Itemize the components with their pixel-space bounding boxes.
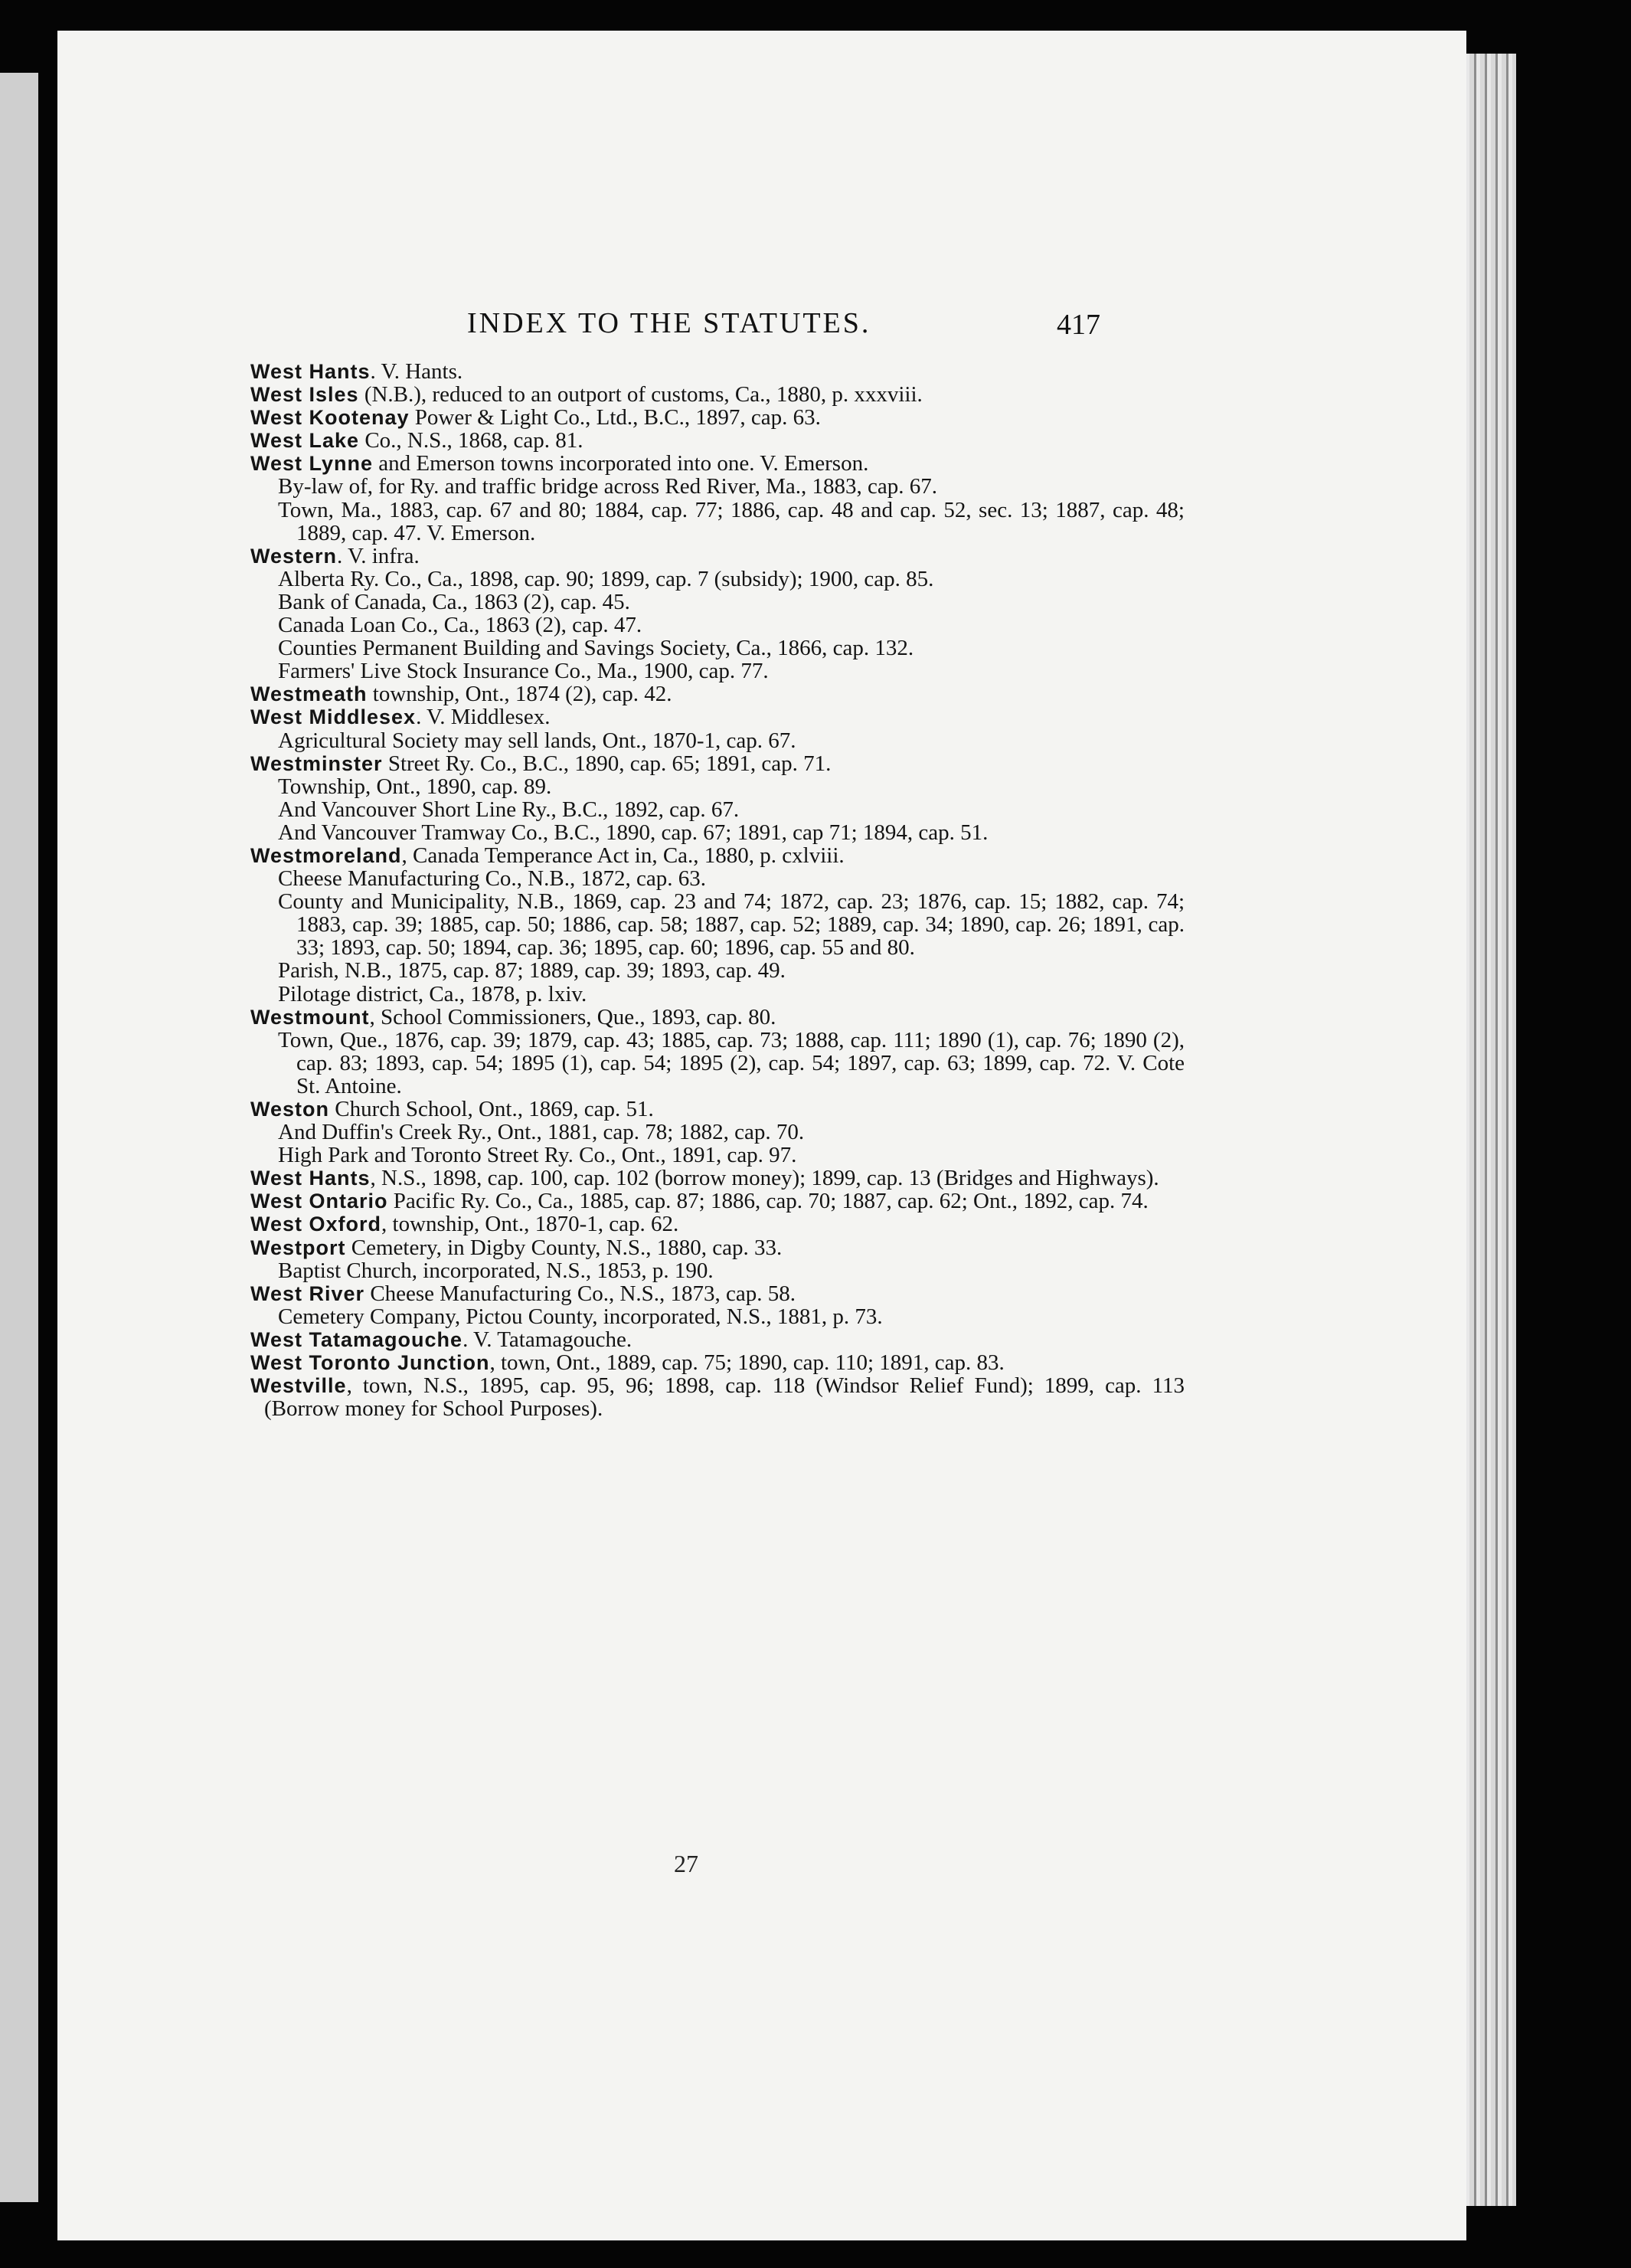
entry-text: , township, Ont., 1870-1, cap. 62. bbox=[381, 1212, 679, 1237]
entry-text: And Vancouver Tramway Co., B.C., 1890, cap. 67; 1891, cap 71; 1894, cap. 51. bbox=[278, 820, 989, 845]
index-subentry bbox=[250, 614, 1185, 637]
entry-text: Town, Que., 1876, cap. 39; 1879, cap. 43; 1885, cap. 73; 1888, cap. 111; 1890 (1), cap. 76; 1890 (2), cap. 83; 1893, cap. 54; 1895 (1), cap. 54; 1895 (2), cap. 54; 1897, cap. 63; 1899, cap. 72. V. Cote St. Antoine. bbox=[278, 1027, 1185, 1098]
entry-heading: Westmount bbox=[250, 1005, 370, 1029]
index-subentry bbox=[250, 475, 1185, 498]
entry-text: , Canada Temperance Act in, Ca., 1880, p. cxlviii. bbox=[401, 843, 845, 868]
entry-text: County and Municipality, N.B., 1869, cap. 23 and 74; 1872, cap. 23; 1876, cap. 15; 1882, cap. 74; 1883, cap. 39; 1885, cap. 50; 1886, cap. 58; 1887, cap. 52; 1889, cap. 34; 1890, cap. 26; 1891, cap. 33; 1893, cap. 50; 1894, cap. 36; 1895, cap. 60; 1896, cap. 55 and 80. bbox=[278, 889, 1185, 961]
index-entry bbox=[250, 682, 1185, 705]
entry-text: Parish, N.B., 1875, cap. 87; 1889, cap. 39; 1893, cap. 49. bbox=[278, 958, 786, 983]
entry-heading: West Hants bbox=[250, 360, 371, 383]
page-stack-edge bbox=[1459, 54, 1516, 2206]
entry-text: Power & Light Co., Ltd., B.C., 1897, cap. 63. bbox=[409, 405, 821, 430]
entry-text: Town, Ma., 1883, cap. 67 and 80; 1884, cap. 77; 1886, cap. 48 and cap. 52, sec. 13; 1887, cap. 48; 1889, cap. 47. V. Emerson. bbox=[278, 497, 1185, 545]
index-subentry bbox=[250, 568, 1185, 591]
running-title: INDEX TO THE STATUTES. bbox=[467, 307, 871, 339]
index-subentry bbox=[250, 659, 1185, 682]
index-entry bbox=[250, 452, 1185, 475]
index-entry bbox=[250, 429, 1185, 452]
entry-text: Baptist Church, incorporated, N.S., 1853, p. 190. bbox=[278, 1258, 714, 1283]
index-subentry bbox=[250, 821, 1185, 844]
entry-text: Cemetery, in Digby County, N.S., 1880, cap. 33. bbox=[345, 1235, 783, 1260]
index-subentry bbox=[250, 499, 1185, 545]
index-subentry bbox=[250, 1259, 1185, 1282]
entry-text: township, Ont., 1874 (2), cap. 42. bbox=[367, 682, 672, 707]
page-header bbox=[57, 306, 1466, 345]
index-subentry bbox=[250, 959, 1185, 982]
entry-text: High Park and Toronto Street Ry. Co., Ont., 1891, cap. 97. bbox=[278, 1143, 797, 1168]
index-subentry bbox=[250, 890, 1185, 959]
index-subentry bbox=[250, 983, 1185, 1006]
entry-text: . V. Hants. bbox=[370, 359, 463, 384]
entry-text: , School Commissioners, Que., 1893, cap. 80. bbox=[369, 1004, 776, 1029]
entry-text: and Emerson towns incorporated into one. V. Emerson. bbox=[373, 451, 869, 476]
entry-text: Agricultural Society may sell lands, Ont., 1870-1, cap. 67. bbox=[278, 728, 796, 753]
entry-text: And Vancouver Short Line Ry., B.C., 1892, cap. 67. bbox=[278, 797, 740, 822]
entry-text: . V. Tatamagouche. bbox=[462, 1327, 632, 1352]
entry-heading: Weston bbox=[250, 1098, 330, 1121]
entry-text: Cheese Manufacturing Co., N.S., 1873, cap. 58. bbox=[364, 1281, 796, 1306]
index-subentry bbox=[250, 1029, 1185, 1098]
entry-heading: West Tatamagouche bbox=[250, 1327, 463, 1351]
index-entries bbox=[250, 360, 1185, 1420]
entry-text: Cheese Manufacturing Co., N.B., 1872, cap. 63. bbox=[278, 866, 706, 892]
entry-heading: West Lynne bbox=[250, 452, 374, 476]
entry-text: Township, Ont., 1890, cap. 89. bbox=[278, 774, 552, 799]
index-entry bbox=[250, 1006, 1185, 1029]
entry-heading: Westmoreland bbox=[250, 843, 402, 867]
index-subentry bbox=[250, 637, 1185, 659]
signature-mark: 27 bbox=[674, 1850, 698, 1877]
entry-text: Counties Permanent Building and Savings Society, Ca., 1866, cap. 132. bbox=[278, 636, 914, 661]
entry-text: , N.S., 1898, cap. 100, cap. 102 (borrow money); 1899, cap. 13 (Bridges and Highways). bbox=[370, 1166, 1159, 1191]
entry-heading: West Oxford bbox=[250, 1213, 382, 1236]
index-entry bbox=[250, 1236, 1185, 1259]
index-entry bbox=[250, 406, 1185, 429]
entry-text: , town, N.S., 1895, cap. 95, 96; 1898, cap. 118 (Windsor Relief Fund); 1899, cap. 113 (Borrow money for School Purposes). bbox=[264, 1373, 1185, 1422]
entry-heading: Western bbox=[250, 544, 338, 568]
entry-text: Pacific Ry. Co., Ca., 1885, cap. 87; 1886, cap. 70; 1887, cap. 62; Ont., 1892, cap. 74. bbox=[387, 1189, 1149, 1214]
index-subentry bbox=[250, 775, 1185, 798]
adjacent-page-edge bbox=[0, 73, 38, 2202]
entry-text: Church School, Ont., 1869, cap. 51. bbox=[329, 1097, 654, 1121]
entry-text: Farmers' Live Stock Insurance Co., Ma., 1900, cap. 77. bbox=[278, 659, 769, 684]
index-subentry bbox=[250, 798, 1185, 821]
entry-text: . V. Middlesex. bbox=[416, 705, 551, 730]
entry-text: , town, Ont., 1889, cap. 75; 1890, cap. 110; 1891, cap. 83. bbox=[489, 1350, 1005, 1376]
index-subentry bbox=[250, 1121, 1185, 1144]
index-entry bbox=[250, 545, 1185, 568]
entry-heading: West Kootenay bbox=[250, 406, 410, 430]
entry-text: Bank of Canada, Ca., 1863 (2), cap. 45. bbox=[278, 589, 630, 614]
entry-text: (N.B.), reduced to an outport of customs, Ca., 1880, p. xxxviii. bbox=[358, 382, 923, 407]
index-subentry bbox=[250, 591, 1185, 614]
entry-heading: Westminster bbox=[250, 751, 383, 775]
entry-text: Co., N.S., 1868, cap. 81. bbox=[359, 428, 583, 453]
page-number: 417 bbox=[1057, 309, 1100, 341]
entry-heading: Westport bbox=[250, 1235, 346, 1259]
index-entry bbox=[250, 1282, 1185, 1305]
entry-heading: West Ontario bbox=[250, 1190, 388, 1213]
entry-text: By-law of, for Ry. and traffic bridge across Red River, Ma., 1883, cap. 67. bbox=[278, 474, 938, 499]
index-entry bbox=[250, 360, 1185, 383]
entry-heading: West Isles bbox=[250, 383, 359, 407]
entry-heading: Westville bbox=[250, 1374, 347, 1398]
entry-text: Pilotage district, Ca., 1878, p. lxiv. bbox=[278, 981, 587, 1006]
book-page bbox=[57, 31, 1466, 2240]
index-subentry bbox=[250, 729, 1185, 752]
index-entry bbox=[250, 844, 1185, 867]
index-entry bbox=[250, 705, 1185, 728]
index-entry bbox=[250, 1374, 1185, 1420]
index-subentry bbox=[250, 1144, 1185, 1167]
entry-heading: West Middlesex bbox=[250, 705, 417, 729]
entry-text: . V. infra. bbox=[337, 543, 420, 568]
entry-text: Canada Loan Co., Ca., 1863 (2), cap. 47. bbox=[278, 613, 642, 638]
index-subentry bbox=[250, 1305, 1185, 1328]
entry-text: Cemetery Company, Pictou County, incorporated, N.S., 1881, p. 73. bbox=[278, 1304, 883, 1329]
entry-heading: West River bbox=[250, 1281, 365, 1305]
index-entry bbox=[250, 1351, 1185, 1374]
entry-heading: West Lake bbox=[250, 429, 360, 453]
index-entry bbox=[250, 1190, 1185, 1213]
index-entry bbox=[250, 752, 1185, 775]
entry-text: Street Ry. Co., B.C., 1890, cap. 65; 1891, cap. 71. bbox=[382, 751, 832, 776]
index-subentry bbox=[250, 867, 1185, 890]
entry-text: Alberta Ry. Co., Ca., 1898, cap. 90; 1899, cap. 7 (subsidy); 1900, cap. 85. bbox=[278, 566, 934, 591]
index-entry bbox=[250, 1213, 1185, 1235]
index-entry bbox=[250, 383, 1185, 406]
entry-heading: West Toronto Junction bbox=[250, 1351, 490, 1375]
entry-text: And Duffin's Creek Ry., Ont., 1881, cap. 78; 1882, cap. 70. bbox=[278, 1120, 805, 1145]
index-entry bbox=[250, 1328, 1185, 1351]
entry-heading: Westmeath bbox=[250, 682, 368, 706]
index-entry bbox=[250, 1098, 1185, 1121]
index-entry bbox=[250, 1167, 1185, 1190]
entry-heading: West Hants bbox=[250, 1167, 371, 1190]
